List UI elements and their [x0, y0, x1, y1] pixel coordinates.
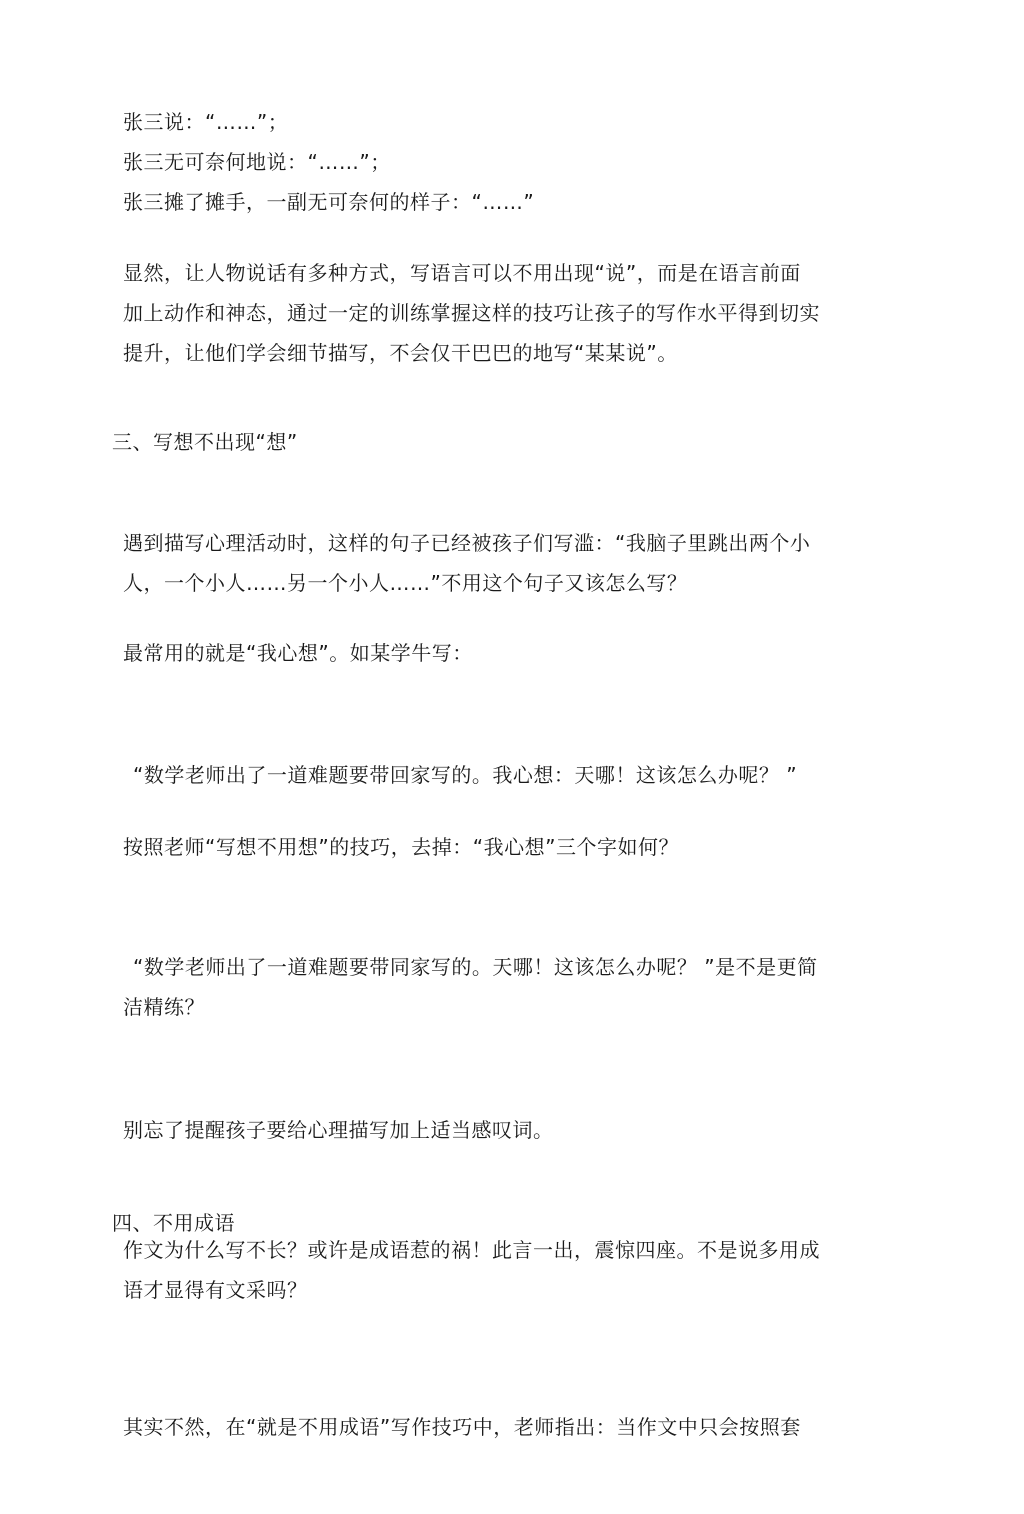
paragraph-line: 其实不然，在“就是不用成语”写作技巧中，老师指出：当作文中只会按照套 — [123, 1415, 801, 1439]
paragraph-line: 张三说：“……”； — [123, 110, 289, 134]
paragraph-line: 最常用的就是“我心想”。如某学牛写： — [123, 641, 473, 665]
paragraph-line: 按照老师“写想不用想”的技巧，去掉：“我心想”三个字如何？ — [123, 835, 679, 859]
section-heading: 三、写想不出现“想” — [112, 430, 298, 454]
paragraph-line: 张三无可奈何地说：“……”； — [123, 150, 391, 174]
paragraph-line: 洁精练？ — [123, 995, 205, 1019]
quote-line: “数学老师出了一道难题要带同家写的。天哪！这该怎么办呢？ ”是不是更简 — [133, 955, 818, 979]
paragraph-line: 语才显得有文采吗？ — [123, 1278, 308, 1302]
paragraph-line: 别忘了提醒孩子要给心理描写加上适当感叹词。 — [123, 1118, 554, 1142]
paragraph-line: 遇到描写心理活动时，这样的句子已经被孩子们写滥：“我脑子里跳出两个小 — [123, 531, 811, 555]
paragraph-line: 人，一个小人……另一个小人……”不用这个句子又该怎么写？ — [123, 571, 688, 595]
section-heading: 四、不用成语 — [112, 1211, 235, 1235]
paragraph-line: 提升，让他们学会细节描写，不会仅干巴巴的地写“某某说”。 — [123, 341, 678, 365]
paragraph-line: 加上动作和神态，通过一定的训练掌握这样的技巧让孩子的写作水平得到切实 — [123, 301, 820, 325]
paragraph-line: 显然，让人物说话有多种方式，写语言可以不用出现“说”，而是在语言前面 — [123, 261, 801, 285]
quote-line: “数学老师出了一道难题要带回家写的。我心想：天哪！这该怎么办呢？ ” — [133, 763, 798, 787]
paragraph-line: 张三摊了摊手，一副无可奈何的样子：“……” — [123, 190, 535, 214]
paragraph-line: 作文为什么写不长？或许是成语惹的祸！此言一出，震惊四座。不是说多用成 — [123, 1238, 820, 1262]
